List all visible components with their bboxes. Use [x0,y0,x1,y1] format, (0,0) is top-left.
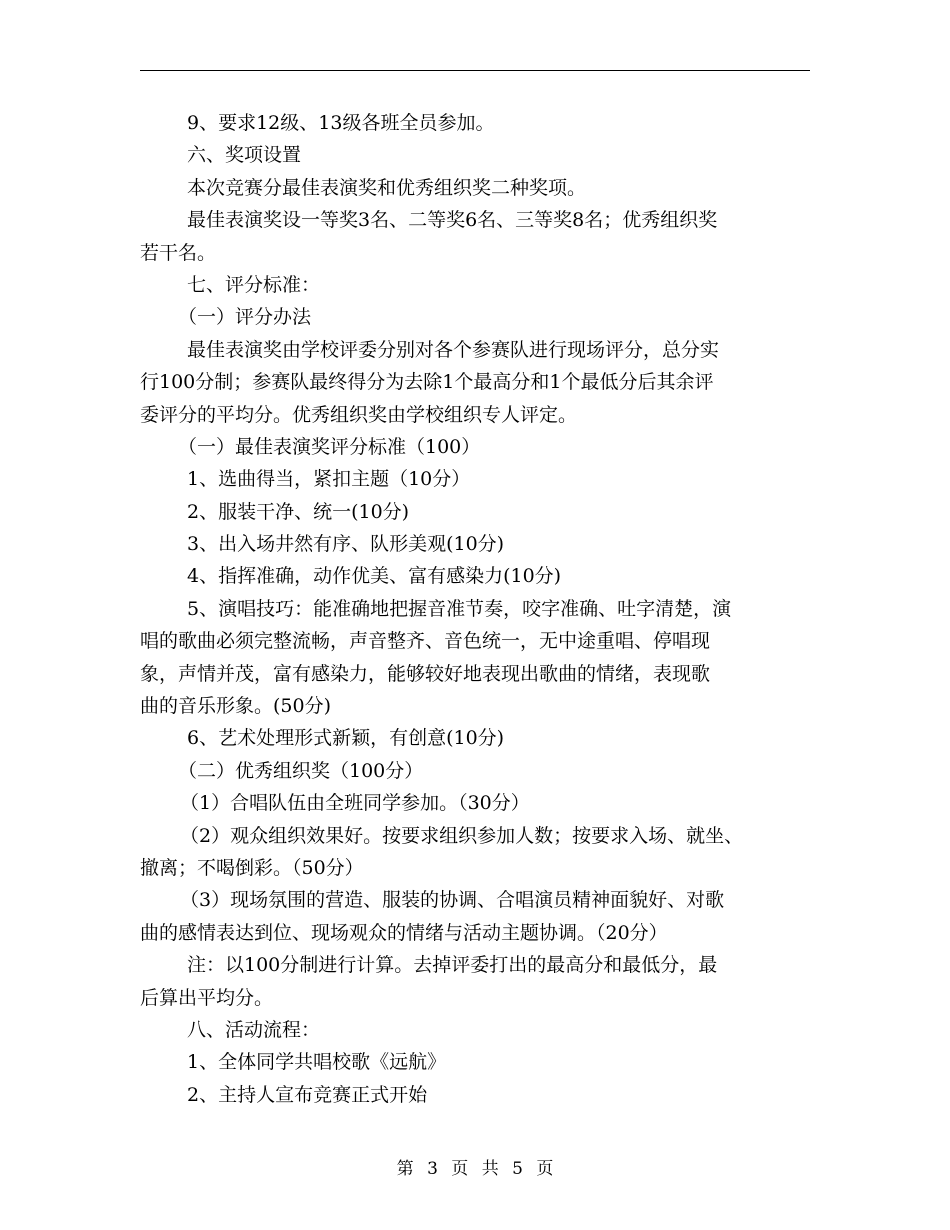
list-item: （1）合唱队伍由全班同学参加。（30分） [180,792,530,815]
list-item: 1、选曲得当，紧扣主题（10分） [187,468,471,491]
paragraph-line: 象，声情并茂，富有感染力，能够较好地表现出歌曲的情绪，表现歌 [140,662,711,685]
page-footer [0,1154,950,1179]
list-item: 2、服装干净、统一(10分) [187,500,410,523]
document-body [140,107,830,1111]
list-item: 1、全体同学共唱校歌《远航》 [187,1051,447,1074]
note-line: 注：以100分制进行计算。去掉评委打出的最高分和最低分，最 [187,954,718,977]
paragraph-line: 若干名。 [140,241,217,264]
paragraph-line: 9、要求12级、13级各班全员参加。 [187,112,495,134]
list-item: 4、指挥准确，动作优美、富有感染力(10分) [187,565,562,588]
paragraph-line: 本次竞赛分最佳表演奖和优秀组织奖二种奖项。 [187,176,587,199]
footer-page-word: 页 [451,1159,469,1179]
paragraph-line: 行100分制；参赛队最终得分为去除1个最高分和1个最低分后其余评 [140,371,714,394]
total-pages-number: 5 [512,1159,523,1179]
paragraph-line: 曲的感情表达到位、现场观众的情绪与活动主题协调。（20分） [140,921,668,944]
paragraph-line: 委评分的平均分。优秀组织奖由学校组织专人评定。 [140,403,578,426]
paragraph-line: 最佳表演奖设一等奖3名、二等奖6名、三等奖8名；优秀组织奖 [187,209,718,232]
section-heading-awards: 六、奖项设置 [187,144,302,167]
paragraph-line: 最佳表演奖由学校评委分别对各个参赛队进行现场评分，总分实 [187,338,720,361]
list-item: 5、演唱技巧：能准确地把握音准节奏，咬字准确、吐字清楚，演 [187,597,732,620]
list-item: 2、主持人宣布竞赛正式开始 [187,1083,428,1106]
list-item: 6、艺术处理形式新颖，有创意(10分) [187,727,505,750]
list-item: （2）观众组织效果好。按要求组织参加人数；按要求入场、就坐、 [180,824,744,847]
header-rule [140,70,810,71]
footer-page-word-2: 页 [536,1159,554,1179]
current-page-number: 3 [427,1159,438,1179]
section-heading-process: 八、活动流程： [187,1018,321,1041]
list-item: 3、出入场井然有序、队形美观(10分) [187,533,505,556]
subsection-heading: （一）最佳表演奖评分标准（100） [178,435,481,458]
footer-total-word: 共 [481,1159,499,1179]
paragraph-line: 后算出平均分。 [140,986,274,1009]
paragraph-line: 曲的音乐形象。(50分) [140,695,332,718]
paragraph-line: 撤离；不喝倒彩。（50分） [140,856,364,879]
list-item: （3）现场氛围的营造、服装的协调、合唱演员精神面貌好、对歌 [180,889,725,912]
section-heading-scoring: 七、评分标准： [187,273,321,296]
footer-prefix: 第 [396,1159,414,1179]
subsection-heading: （一）评分办法 [178,306,312,329]
subsection-heading: （二）优秀组织奖（100分） [178,759,424,782]
paragraph-line: 唱的歌曲必须完整流畅，声音整齐、音色统一，无中途重唱、停唱现 [140,630,711,653]
